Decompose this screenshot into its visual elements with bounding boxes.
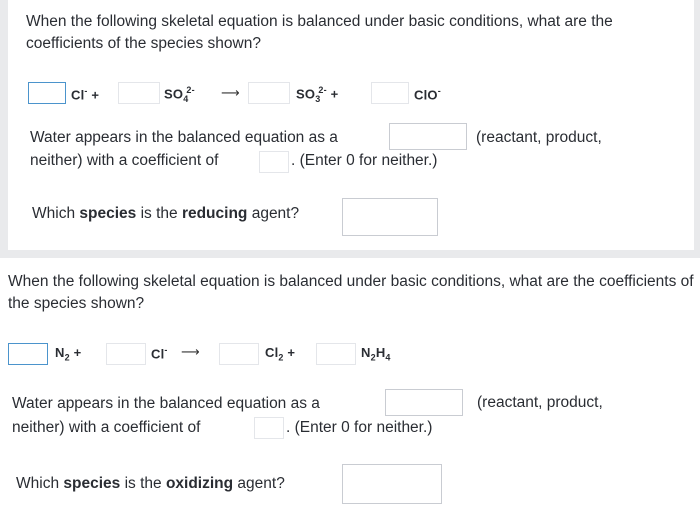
- q1-species-so3: $SO_3^{2-}$ +: [296, 85, 339, 104]
- q2-coef-cl-input[interactable]: [106, 343, 146, 365]
- q1-water-text-1: Water appears in the balanced equation as a: [30, 129, 338, 146]
- q2-species-cl2: $Cl_2$ +: [265, 345, 296, 363]
- q2-agent-question: Which species is the oxidizing agent?: [16, 475, 285, 492]
- q2-water-coef-input[interactable]: [254, 417, 284, 439]
- q1-coef-cl-input[interactable]: [28, 82, 66, 104]
- q2-water-text-1: Water appears in the balanced equation as a: [12, 395, 320, 412]
- q2-species-cl: Cl-: [151, 345, 168, 362]
- q1-coef-so3-input[interactable]: [248, 82, 290, 104]
- q1-coef-clo-input[interactable]: [371, 82, 409, 104]
- q2-water-text-2: neither) with a coefficient of: [12, 419, 201, 436]
- question-panel-2: [0, 258, 700, 519]
- q2-coef-cl2-input[interactable]: [219, 343, 259, 365]
- q2-water-options: (reactant, product,: [477, 394, 603, 411]
- question-1-prompt: When the following skeletal equation is balanced under basic conditions, what are the coefficients of the species shown?: [26, 13, 613, 52]
- q2-species-n2h4: $N_2H_4$: [361, 345, 391, 363]
- q1-agent-question: Which species is the reducing agent?: [32, 205, 300, 222]
- q2-coef-n2h4-input[interactable]: [316, 343, 356, 365]
- q1-reaction-arrow: ⟶: [221, 85, 240, 100]
- q1-reducing-agent-dropdown[interactable]: [342, 198, 438, 236]
- q1-coef-so4-input[interactable]: [118, 82, 160, 104]
- q2-coef-n2-input[interactable]: [8, 343, 48, 365]
- q1-species-so4: $SO_4^{2-}$: [164, 85, 195, 104]
- q2-water-role-dropdown[interactable]: [385, 389, 463, 416]
- question-panel-1: [8, 0, 694, 250]
- q1-water-coef-input[interactable]: [259, 151, 289, 173]
- q1-water-text-2: neither) with a coefficient of: [30, 152, 219, 169]
- q1-species-clo: ClO-: [414, 86, 441, 103]
- q1-species-cl: Cl- +: [71, 86, 100, 103]
- q2-reaction-arrow: ⟶: [181, 344, 200, 359]
- q1-water-text-3: . (Enter 0 for neither.): [291, 152, 438, 169]
- q1-water-options: (reactant, product,: [476, 129, 602, 146]
- q1-water-role-dropdown[interactable]: [389, 123, 467, 150]
- q2-species-n2: $N_2$ +: [55, 345, 82, 363]
- question-2-prompt: When the following skeletal equation is balanced under basic conditions, what are the coefficients of the species shown?: [8, 273, 694, 312]
- q2-water-text-3: . (Enter 0 for neither.): [286, 419, 433, 436]
- q2-oxidizing-agent-dropdown[interactable]: [342, 464, 442, 504]
